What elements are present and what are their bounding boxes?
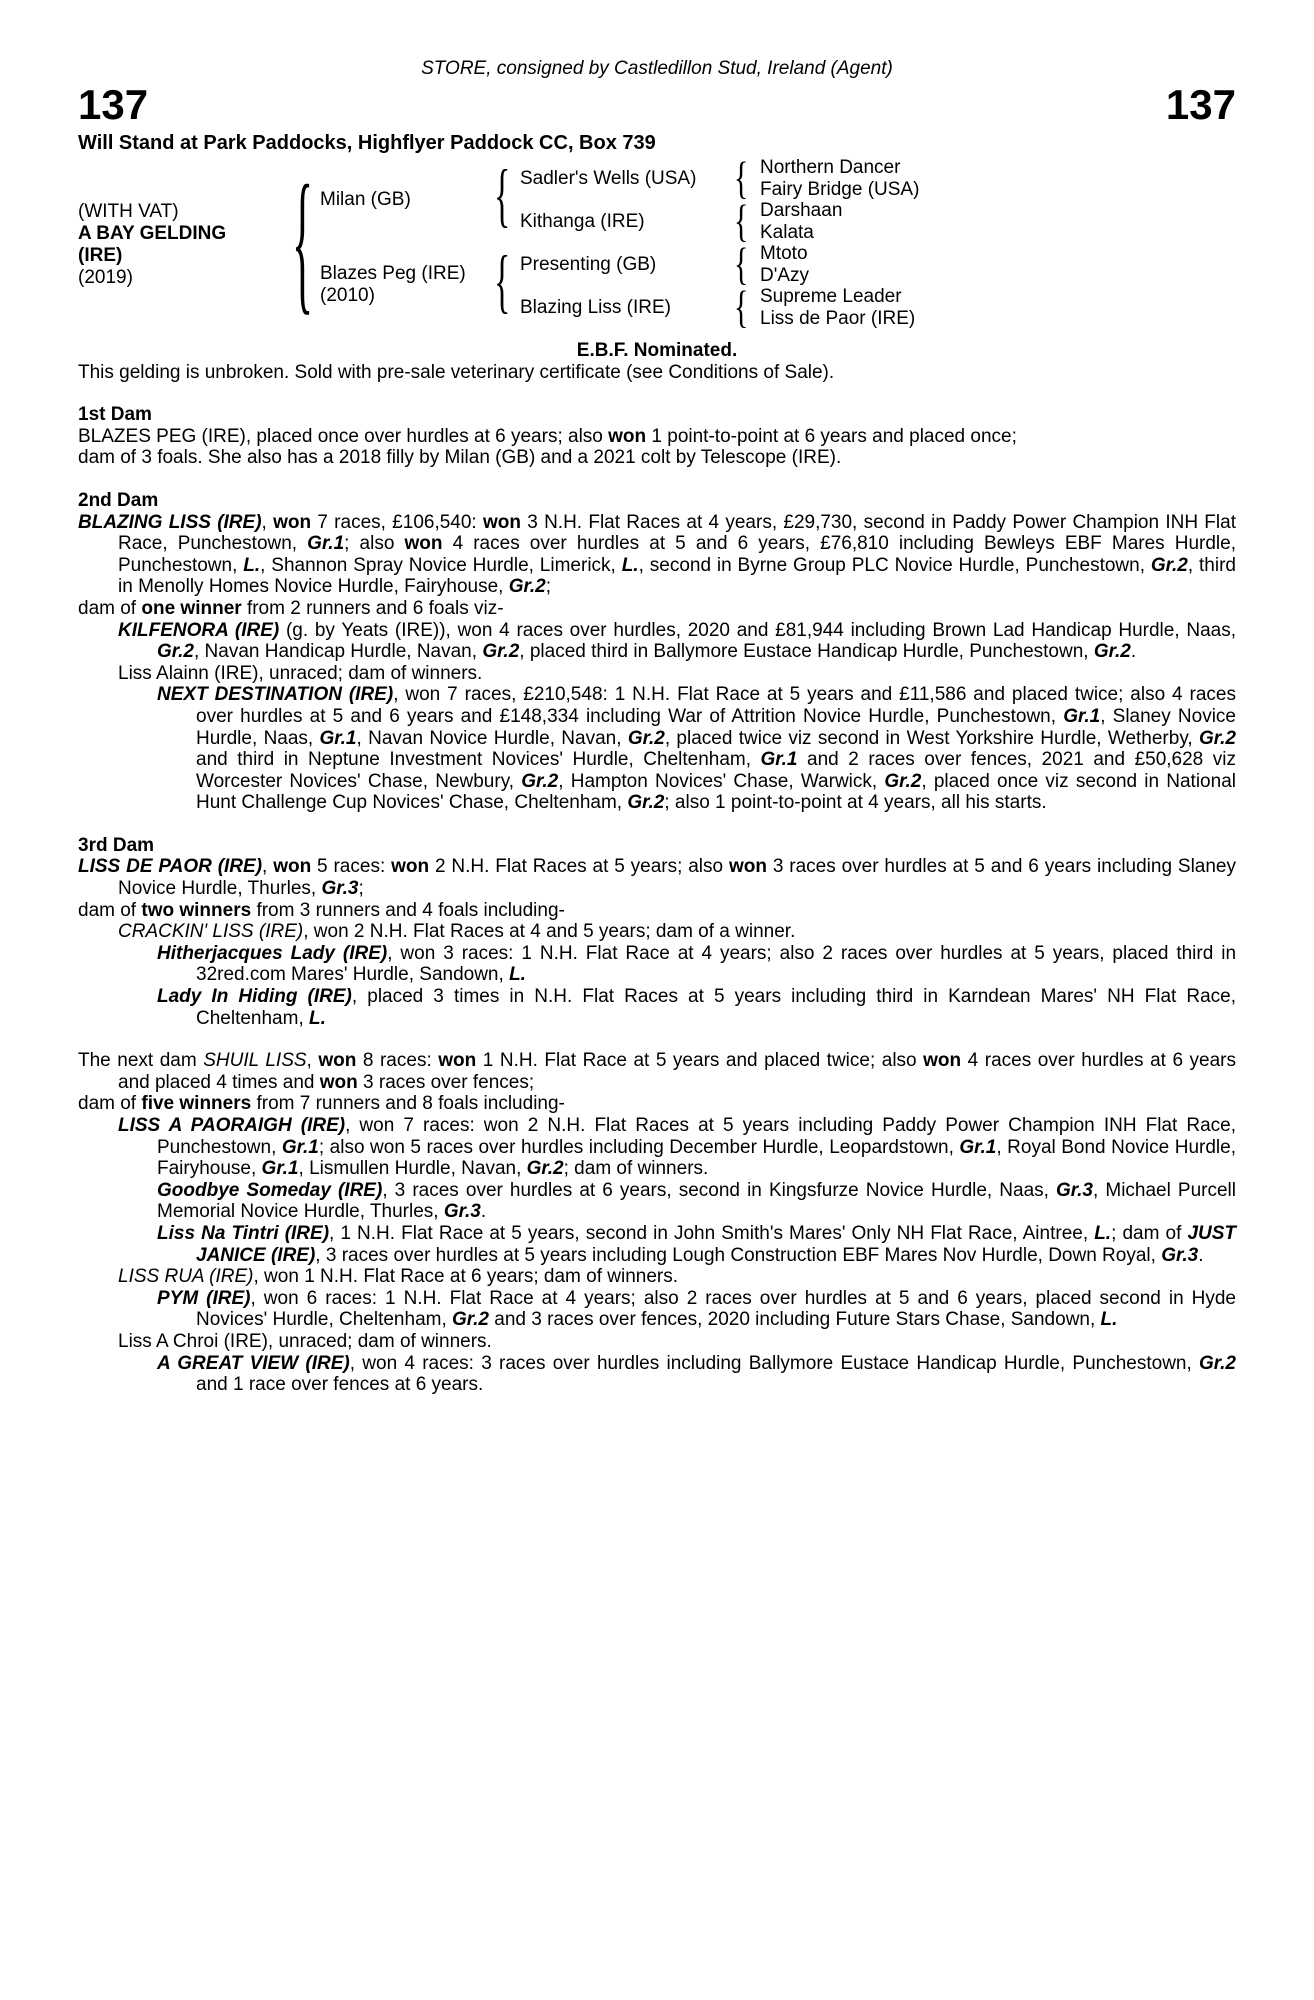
catalogue-body [78, 404, 1236, 1396]
text-segment: L. [1094, 1222, 1112, 1244]
text-segment: , Navan Handicap Hurdle, Navan, [193, 641, 483, 663]
text-segment: , won 7 races: won 2 N.H. Flat Races at 5 years including Paddy Power Champion INH Flat Race, Punchestown, [157, 1115, 1236, 1158]
text-segment: , won 3 races: 1 N.H. Flat Race at 4 years; also 2 races over hurdles at 5 years, placed third in 32red.com Mares' Hurdle, Sandown, [196, 942, 1237, 986]
text-segment: one winner [141, 597, 242, 619]
pedigree-tree [78, 153, 1236, 334]
text-segment: from 3 runners and 4 foals including- [251, 899, 565, 921]
ebf-nominated-line: E.B.F. Nominated. [576, 340, 738, 361]
text-segment: Gr.3 [1161, 1244, 1199, 1266]
text-segment: ; also [344, 533, 405, 555]
text-segment: LISS RUA (IRE) [118, 1266, 254, 1288]
text-segment: , 1 N.H. Flat Race at 5 years, second in John Smith's Mares' Only NH Flat Race, Aintree, [329, 1222, 1095, 1244]
text-segment: Gr.1 [959, 1136, 997, 1158]
text-segment: , second in Byrne Group PLC Novice Hurdle, Punchestown, [638, 554, 1151, 576]
text-segment: , won 2 N.H. Flat Races at 4 and 5 years; dam of a winner. [303, 921, 796, 943]
text-segment: , 3 races over hurdles at 6 years, second in Kingsfurze Novice Hurdle, Naas, [382, 1179, 1057, 1201]
consignor-line: STORE, consigned by Castledillon Stud, Ireland (Agent) [421, 58, 893, 79]
text-segment: ; [358, 878, 364, 900]
text-segment: , 3 races over hurdles at 5 years including Lough Construction EBF Mares Nov Hurdle, Down Royal, [315, 1244, 1162, 1266]
text-segment: Gr.2 [1150, 554, 1188, 576]
text-segment: Gr.1 [281, 1136, 319, 1158]
text-segment: (g. by Yeats (IRE)), won 4 races over hurdles, 2020 and £81,944 including Brown Lad Handicap Hurdle, Naas, [279, 619, 1236, 641]
horse-name: A BAY GELDING [78, 223, 227, 244]
dam-year: (2010) [320, 285, 375, 306]
text-segment: , [262, 856, 274, 878]
entry-a-great-view [78, 1353, 1236, 1396]
great-grandparent-2: Darshaan [760, 200, 843, 221]
horse-country: (IRE) [78, 245, 123, 266]
text-segment: 1 point-to-point at 6 years and placed once; [646, 425, 1017, 447]
stand-location-line: Will Stand at Park Paddocks, Highflyer Paddock CC, Box 739 [78, 132, 656, 154]
text-segment: ; dam of [1111, 1222, 1188, 1244]
entry-crackin-liss [78, 921, 1236, 943]
text-segment: Gr.2 [482, 641, 520, 663]
text-segment: Gr.3 [321, 878, 359, 900]
text-segment: , placed third in Ballymore Eustace Handicap Hurdle, Punchestown, [519, 641, 1094, 663]
entry-blazes-peg [78, 426, 1236, 448]
entry-pym [78, 1288, 1236, 1331]
entry-shuil-liss [78, 1050, 1236, 1093]
text-segment: Gr.1 [319, 727, 357, 749]
text-segment: Gr.2 [526, 1158, 564, 1180]
dam-name: Blazes Peg (IRE) [320, 263, 466, 284]
text-segment: and third in Neptune Investment Novices' Hurdle, Cheltenham, [196, 749, 761, 771]
text-segment: and 2 races over fences, 2021 and £50,628 viz Worcester Novices' Chase, Newbury, [196, 749, 1236, 792]
lot-number-row [78, 81, 1236, 128]
text-segment: KILFENORA (IRE) [118, 619, 280, 641]
text-segment: Gr.2 [157, 641, 194, 663]
text-segment: Gr.1 [307, 533, 345, 555]
text-segment: Gr.2 [627, 792, 665, 814]
sale-condition-note: This gelding is unbroken. Sold with pre-sale veterinary certificate (see Conditions of Sale). [78, 361, 835, 383]
horse-year: (2019) [78, 267, 133, 288]
text-segment: Gr.2 [521, 770, 559, 792]
text-segment: , third in Menolly Homes Novice Hurdle, Fairyhouse, [118, 554, 1236, 598]
text-segment: CRACKIN' LISS (IRE) [118, 921, 304, 943]
text-segment: Liss Na Tintri (IRE) [157, 1222, 330, 1244]
grandparent-3: Blazing Liss (IRE) [520, 297, 671, 318]
entry-lady-in-hiding [78, 986, 1236, 1029]
section-heading: 1st Dam [78, 404, 152, 426]
produce-note-blazes-peg [78, 447, 1236, 469]
text-segment: won [318, 1050, 357, 1072]
text-segment: 7 races, £106,540: [311, 511, 483, 533]
text-segment: won [438, 1050, 477, 1072]
text-segment: , placed 3 times in N.H. Flat Races at 5 years including third in Karndean Mares' NH Flat Race, Cheltenham, [196, 986, 1236, 1029]
pedigree-brace-gg0: { [734, 154, 749, 204]
text-segment: Liss Alainn (IRE), unraced; dam of winners. [118, 662, 483, 684]
text-segment: , Shannon Spray Novice Hurdle, Limerick, [260, 554, 622, 576]
text-segment: , [306, 1050, 319, 1072]
text-segment: and 1 race over fences at 6 years. [196, 1374, 484, 1396]
text-segment: Gr.2 [1199, 727, 1236, 749]
text-segment: ; also won 5 races over hurdles including December Hurdle, Leopardstown, [318, 1136, 960, 1158]
pedigree-brace-main: { [292, 153, 314, 330]
great-grandparent-6: Supreme Leader [760, 286, 902, 307]
text-segment: ; [545, 576, 551, 598]
great-grandparent-3: Kalata [760, 222, 814, 243]
text-segment: LISS A PAORAIGH (IRE) [118, 1115, 346, 1136]
text-segment: L. [243, 554, 261, 576]
text-segment: , Hampton Novices' Chase, Warwick, [558, 770, 885, 792]
text-segment: won [482, 511, 521, 533]
text-segment: L. [309, 1007, 326, 1029]
text-segment: won [404, 533, 443, 555]
text-segment: dam of [78, 1093, 142, 1115]
lot-number-right: 137 [1165, 81, 1236, 128]
text-segment: Liss A Chroi (IRE), unraced; dam of winners. [118, 1330, 492, 1352]
text-segment: dam of [78, 597, 142, 619]
pedigree-brace-gg1: { [734, 197, 749, 247]
entry-goodbye-someday [78, 1180, 1236, 1223]
produce-note-shuil-liss [78, 1093, 1236, 1115]
text-segment: 1 N.H. Flat Race at 5 years and placed twice; also [476, 1050, 924, 1072]
text-segment: Goodbye Someday (IRE) [157, 1179, 383, 1201]
entry-kilfenora [78, 620, 1236, 663]
text-segment: 3 N.H. Flat Races at 4 years, £29,730, second in Paddy Power Champion INH Flat Race, Punchestown, [118, 511, 1236, 555]
text-segment: SHUIL LISS [203, 1050, 307, 1072]
text-segment: ; dam of winners. [563, 1158, 709, 1180]
text-segment: 3 races over hurdles at 5 and 6 years including Slaney Novice Hurdle, Thurles, [118, 856, 1236, 900]
text-segment: BLAZES PEG (IRE), placed once over hurdles at 6 years; also [78, 425, 609, 447]
section-heading: 3rd Dam [78, 834, 155, 856]
text-segment: two winners [141, 899, 252, 921]
entry-liss-na-tintri [78, 1223, 1236, 1266]
great-grandparent-4: Mtoto [760, 243, 808, 264]
grandparent-2: Presenting (GB) [520, 254, 657, 275]
text-segment: won [608, 425, 647, 447]
catalogue-page [78, 0, 1236, 1396]
pedigree-brace-sire: { [494, 157, 511, 236]
text-segment: from 7 runners and 8 foals including- [251, 1093, 565, 1115]
grandparent-0: Sadler's Wells (USA) [520, 168, 697, 189]
text-segment: BLAZING LISS (IRE) [78, 511, 262, 533]
entry-liss-de-paor [78, 856, 1236, 899]
text-segment: Gr.1 [261, 1158, 299, 1180]
produce-note-blazing-liss [78, 598, 1236, 620]
text-segment: PYM (IRE) [157, 1287, 251, 1309]
text-segment: , Royal Bond Novice Hurdle, Fairyhouse, [157, 1136, 1236, 1180]
text-segment: won [273, 511, 312, 533]
entry-next-destination [78, 684, 1236, 814]
text-segment: , Slaney Novice Hurdle, Naas, [196, 705, 1236, 749]
entry-liss-alainn [78, 663, 1236, 685]
text-segment: Gr.2 [884, 770, 922, 792]
text-segment: ; also 1 point-to-point at 4 years, all his starts. [664, 792, 1047, 814]
text-segment: Hitherjacques Lady (IRE) [157, 942, 388, 964]
text-segment: won [273, 856, 312, 878]
text-segment: , won 6 races: 1 N.H. Flat Race at 4 years; also 2 races over hurdles at 5 and 6 years, placed second in Hyde Novices' Hurdle, Cheltenham, [196, 1287, 1236, 1331]
text-segment: A GREAT VIEW (IRE) [157, 1352, 350, 1374]
text-segment: , won 7 races, £210,548: 1 N.H. Flat Race at 5 years and £11,586 and placed twice; also 4 races over hurdles at 5 and 6 years and £148,334 including War of Attrition Novice Hurdle, Punchestown, [196, 684, 1236, 727]
text-segment: won [391, 856, 430, 878]
text-segment: Gr.2 [452, 1309, 490, 1331]
great-grandparent-5: D'Azy [760, 265, 810, 286]
text-segment: , won 4 races: 3 races over hurdles including Ballymore Eustace Handicap Hurdle, Punchestown, [349, 1352, 1200, 1374]
text-segment: Gr.1 [1063, 705, 1101, 727]
text-segment: 8 races: [356, 1050, 439, 1072]
pedigree-brace-gg2: { [734, 240, 749, 290]
pedigree-brace-dam: { [494, 243, 511, 322]
entry-liss-a-chroi [78, 1331, 1236, 1353]
text-segment: from 2 runners and 6 foals viz- [241, 597, 504, 619]
text-segment: , placed twice viz second in West Yorkshire Hurdle, Wetherby, [664, 727, 1200, 749]
text-segment: , won 1 N.H. Flat Race at 6 years; dam of winners. [253, 1266, 679, 1288]
section-gap [78, 1029, 1236, 1050]
entry-blazing-liss [78, 512, 1236, 598]
text-segment: Gr.3 [1056, 1179, 1093, 1201]
text-segment: and 3 races over fences, 2020 including Future Stars Chase, Sandown, [489, 1309, 1101, 1331]
text-segment: Gr.2 [1199, 1352, 1236, 1374]
text-segment: , Lismullen Hurdle, Navan, [298, 1158, 527, 1180]
text-segment: 3 races over fences; [357, 1071, 535, 1093]
text-segment: 4 races over hurdles at 5 and 6 years, £76,810 including Bewleys EBF Mares Hurdle, Punchestown, [118, 533, 1236, 576]
great-grandparent-7: Liss de Paor (IRE) [760, 308, 916, 329]
sire-name: Milan (GB) [320, 189, 411, 210]
text-segment: Gr.3 [443, 1201, 481, 1223]
lot-number-left: 137 [78, 81, 149, 128]
vat-note: (WITH VAT) [78, 201, 179, 222]
produce-note-liss-de-paor [78, 900, 1236, 922]
text-segment: L. [1100, 1309, 1118, 1331]
entry-liss-rua [78, 1266, 1236, 1288]
text-segment: won [923, 1050, 962, 1072]
text-segment: Gr.2 [508, 576, 546, 598]
text-segment: The next dam [78, 1050, 204, 1072]
text-segment: , [261, 511, 274, 533]
text-segment: 2 N.H. Flat Races at 5 years; also [429, 856, 729, 878]
text-segment: five winners [141, 1093, 252, 1115]
text-segment: . [1198, 1244, 1204, 1266]
text-segment: dam of 3 foals. She also has a 2018 filly by Milan (GB) and a 2021 colt by Telescope (IRE). [78, 447, 842, 469]
entry-hitherjacques-lady [78, 943, 1236, 986]
text-segment: 5 races: [311, 856, 392, 878]
grandparent-1: Kithanga (IRE) [520, 211, 645, 232]
text-segment: . [480, 1201, 487, 1223]
text-segment: won [728, 856, 767, 878]
text-segment: , placed once viz second in National Hunt Challenge Cup Novices' Chase, Cheltenham, [196, 770, 1236, 814]
text-segment: . [1130, 641, 1137, 663]
section-heading: 2nd Dam [78, 489, 159, 511]
text-segment: JUST JANICE (IRE) [196, 1222, 1237, 1266]
text-segment: won [319, 1071, 358, 1093]
text-segment: L. [621, 554, 639, 576]
text-segment: Lady In Hiding (IRE) [157, 986, 352, 1008]
great-grandparent-0: Northern Dancer [760, 157, 901, 178]
text-segment: LISS DE PAOR (IRE) [78, 856, 263, 878]
text-segment: dam of [78, 899, 142, 921]
text-segment: Gr.2 [627, 727, 665, 749]
text-segment: Gr.2 [1093, 641, 1131, 663]
great-grandparent-1: Fairy Bridge (USA) [760, 179, 920, 200]
text-segment: , Navan Novice Hurdle, Navan, [356, 727, 628, 749]
text-segment: Gr.1 [760, 749, 798, 771]
text-segment: 4 races over hurdles at 6 years and placed 4 times and [118, 1050, 1236, 1093]
pedigree-brace-gg3: { [734, 283, 749, 333]
text-segment: NEXT DESTINATION (IRE) [157, 684, 394, 706]
text-segment: L. [509, 964, 526, 986]
text-segment: , Michael Purcell Memorial Novice Hurdle, Thurles, [157, 1179, 1236, 1223]
entry-liss-a-paoraigh [78, 1115, 1236, 1180]
